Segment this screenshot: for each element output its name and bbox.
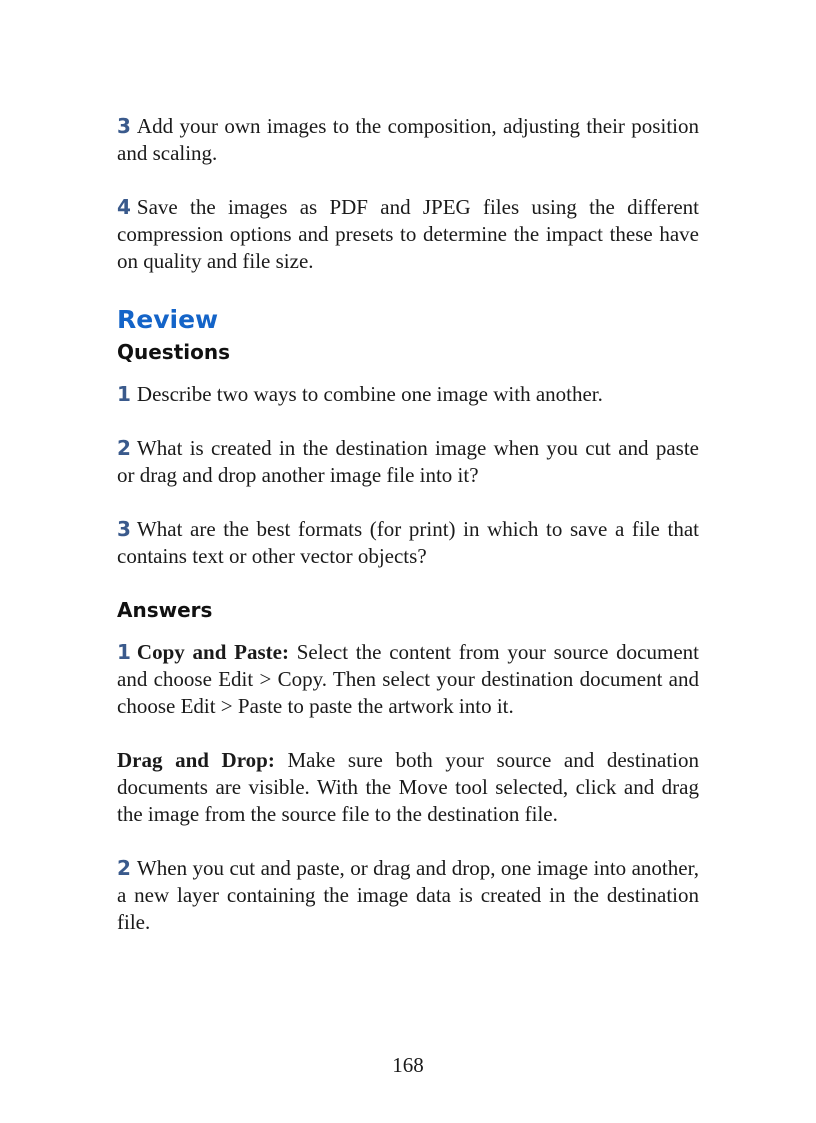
- question-number: 1: [117, 382, 131, 406]
- answer-text: When you cut and paste, or drag and drop, one image into another, a new layer containing the image data is created in the destination file.: [117, 856, 699, 934]
- answer-number: 1: [117, 640, 131, 664]
- answer-text: Make sure both your source and destination documents are visible. With the Move tool selected, click and drag the image from the source file to the destination file.: [117, 748, 699, 826]
- answer-2: [117, 855, 699, 936]
- question-number: 3: [117, 517, 131, 541]
- page-content: [117, 113, 699, 936]
- questions-heading: Questions: [117, 340, 231, 364]
- answer-lead: Copy and Paste:: [136, 640, 289, 664]
- question-1: [117, 381, 699, 408]
- answers-heading: Answers: [117, 598, 213, 622]
- answer-text: Select the content from your source document and choose Edit > Copy. Then select your destination document and choose Edit > Paste to paste the artwork into it.: [117, 640, 699, 718]
- question-number: 2: [117, 436, 131, 460]
- page-number: 168: [392, 1053, 424, 1077]
- question-3: [117, 516, 699, 570]
- answer-lead: Drag and Drop:: [117, 748, 275, 772]
- question-2: [117, 435, 699, 489]
- question-text: What are the best formats (for print) in which to save a file that contains text or other vector objects?: [117, 517, 699, 568]
- answer-1: [117, 639, 699, 720]
- step-text: Add your own images to the composition, adjusting their position and scaling.: [117, 114, 699, 165]
- step-3-paragraph: [117, 113, 699, 167]
- answer-number: 2: [117, 856, 131, 880]
- question-text: Describe two ways to combine one image with another.: [136, 382, 603, 406]
- step-4-paragraph: [117, 194, 699, 275]
- step-number: 3: [117, 114, 131, 138]
- step-text: Save the images as PDF and JPEG files using the different compression options and presets to determine the impact these have on quality and file size.: [117, 195, 699, 273]
- step-number: 4: [117, 195, 131, 219]
- answer-1-drag-drop: [117, 747, 699, 828]
- question-text: What is created in the destination image when you cut and paste or drag and drop another image file into it?: [117, 436, 699, 487]
- review-title: Review: [117, 305, 219, 334]
